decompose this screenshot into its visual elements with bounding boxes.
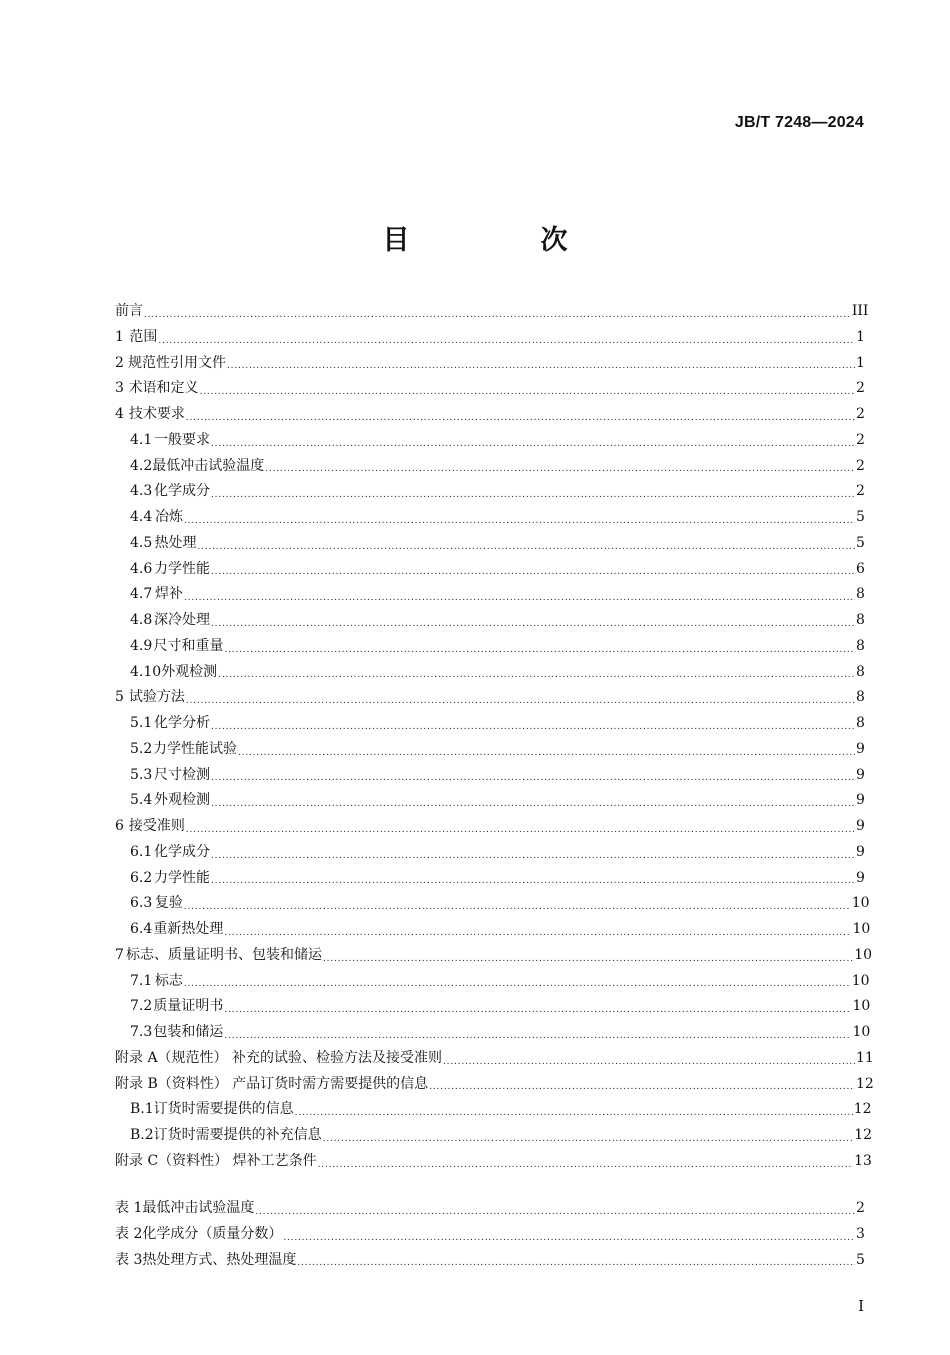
dot-leader [224,929,851,944]
toc-entry-page: 9 [856,869,865,886]
standard-code: JB/T 7248—2024 [734,114,864,131]
toc-entry-page: 5 [856,509,865,525]
toc-entry-number: 表 1 [115,1200,143,1216]
toc-entry-page: 10 [851,972,870,989]
toc-entry-page: 10 [852,998,871,1015]
toc-entry-page: 10 [852,1024,871,1040]
dot-leader [224,1006,851,1021]
toc-entry-page: 11 [856,1049,874,1066]
toc-entry[interactable] [115,944,873,970]
toc-entry-title: 技术要求 [128,406,185,422]
toc-entry-title: 标志、质量证明书、包装和储运 [125,946,322,963]
toc-entry-number: 4.9 [130,637,153,654]
toc-entry-page: 12 [853,1101,872,1118]
toc-entry[interactable] [115,764,864,790]
toc-entry-page: 10 [851,895,870,912]
toc-entry-number: 4 [115,406,124,422]
dot-leader [211,568,855,583]
toc-entry-page: 5 [856,534,865,551]
toc-entry-page: 2 [856,1200,865,1216]
dot-leader [224,646,855,661]
toc-entry-page: 8 [856,586,865,603]
toc-entry-title: 尺寸检测 [153,766,210,783]
toc-entry-title: 标志 [154,972,183,989]
toc-entry-number: 4.7 [130,586,153,603]
toc-entry[interactable] [115,300,869,326]
toc-entry-number: 4.1 [130,431,153,448]
toc-entry-page: 12 [856,1075,874,1092]
dot-leader [144,311,851,326]
toc-entry-number: 4.2 [130,457,153,474]
toc-entry-title: 复验 [154,895,183,912]
toc-entry[interactable] [115,1047,874,1073]
toc-entry-page: 13 [854,1152,872,1169]
toc-entry-number: 4.10 [130,663,162,680]
dot-leader [200,388,855,403]
toc-entry-title: 外观检测 [153,792,210,809]
toc-entry[interactable] [115,661,864,687]
dot-leader [211,723,855,738]
toc-entry-page: 6 [856,560,865,577]
dot-leader [323,1135,854,1150]
toc-entry-title: 力学性能试验 [152,740,237,757]
toc-entry-page: 9 [856,843,865,860]
toc-entry-number: 6.3 [130,895,153,912]
toc-entry-number: 4.5 [130,534,153,551]
toc-entry-number: 6 [115,818,124,834]
toc-entry-title: 范围 [129,328,158,345]
toc-entry[interactable] [115,506,864,532]
toc-entry-number: 6.1 [130,843,153,860]
dot-leader [211,852,855,867]
dot-leader [255,1208,855,1223]
toc-entry-page: 8 [856,663,865,680]
dot-leader [224,1032,851,1047]
toc-entry-number: 7.3 [130,1024,153,1040]
dot-leader [211,877,855,892]
toc-entry-title: 订货时需要提供的信息 [153,1101,294,1118]
toc-entry[interactable] [115,892,870,918]
toc-entry-title: 包装和储运 [153,1024,224,1040]
toc-entry[interactable] [115,609,864,635]
dot-leader [184,517,855,532]
toc-entry-number: 7.1 [130,972,153,989]
toc-entry-page: 2 [856,380,865,397]
toc-entry-number: 6.2 [130,869,153,886]
toc-entry[interactable] [115,480,864,506]
toc-entry[interactable] [115,1098,872,1124]
dot-leader [295,1109,853,1124]
toc-entry-page: 1 [856,328,865,345]
toc-entry-page: 10 [854,946,873,963]
toc-entry-number: 7 [115,946,124,963]
toc-entry[interactable] [115,815,864,841]
toc-entry-number: 6.4 [130,921,153,937]
toc-entry[interactable] [115,1124,873,1150]
toc-entry-number: 4.4 [130,509,153,525]
dot-leader [323,955,853,970]
toc-entry[interactable] [115,455,864,481]
list-of-tables [115,1197,864,1274]
toc-entry-title: 附录 A（规范性） 补充的试验、检验方法及接受准则 [115,1049,443,1066]
dot-leader [211,774,855,789]
dot-leader [211,800,855,815]
toc-entry-number: 4.3 [130,483,153,500]
toc-entry[interactable] [115,583,864,609]
toc-entry-title: 最低冲击试验温度 [152,457,265,474]
toc-entry-number: 3 [115,380,124,397]
toc-entry-number: 表 2 [115,1225,143,1242]
toc-entry-title: 化学成分（质量分数） [142,1225,283,1242]
toc-entry-title: 附录 B（资料性） 产品订货时需方需要提供的信息 [115,1075,429,1092]
toc-entry[interactable] [115,1249,864,1275]
dot-leader [443,1058,855,1073]
toc-entry-title: 试验方法 [128,689,185,706]
toc-entry-title: 重新热处理 [153,921,224,937]
toc-entry[interactable] [115,1073,874,1099]
toc-entry-page: 3 [856,1225,865,1242]
dot-leader [186,697,855,712]
toc-entry-title: 质量证明书 [153,998,224,1015]
toc-entry-page: 12 [854,1127,873,1143]
toc-entry[interactable] [115,918,871,944]
toc-entry-title: 化学成分 [153,483,210,500]
toc-entry-page: 5 [856,1251,865,1268]
dot-leader [238,749,855,764]
dot-leader [184,594,855,609]
toc-entry[interactable] [115,326,864,352]
dot-leader [186,414,855,429]
toc-entry[interactable] [115,789,864,815]
toc-entry-title: 外观检测 [161,663,218,680]
toc-entry[interactable] [115,1223,864,1249]
toc-entry-number: 2 [115,354,124,371]
page-number: I [858,1297,864,1315]
toc-entry[interactable] [115,841,864,867]
dot-leader [211,620,855,635]
toc-entry-title: 冶炼 [155,509,183,525]
dot-leader [218,671,855,686]
toc-entry-number: 5.1 [130,715,153,731]
toc-entry[interactable] [115,1197,864,1223]
toc-entry-title: 最低冲击试验温度 [142,1200,255,1216]
toc-entry-page: 8 [856,637,865,654]
toc-entry-number: 5 [115,689,124,706]
toc-entry[interactable] [115,558,864,584]
toc-entry-title: 热处理 [154,534,197,551]
dot-leader [318,1161,854,1176]
toc-entry-number: 7.2 [130,998,153,1015]
toc-entry-number: B.2 [130,1127,154,1143]
toc-entry-number: 4.6 [130,560,153,577]
toc-entry[interactable] [115,712,864,738]
dot-leader [227,362,855,377]
dot-leader [429,1083,855,1098]
toc-entry-page: 10 [852,921,871,937]
toc-entry-page: 9 [856,792,865,809]
toc-entry-number: 5.3 [130,766,153,783]
dot-leader [265,465,855,480]
toc-entry-title: 力学性能 [153,869,210,886]
toc-entry-number: 5.2 [130,740,153,757]
page-title: 目 次 [382,225,620,256]
toc-entry[interactable] [115,352,864,378]
toc-entry[interactable] [115,403,864,429]
table-of-contents [115,300,874,1176]
toc-entry-number: B.1 [130,1101,154,1118]
toc-entry-page: 1 [856,354,865,371]
toc-entry-title: 化学分析 [153,715,210,731]
toc-entry-title: 前言 [115,303,143,319]
toc-entry[interactable] [115,532,864,558]
dot-leader [184,903,851,918]
toc-entry[interactable] [115,970,870,996]
toc-entry-page: 2 [856,457,865,474]
toc-entry-number: 5.4 [130,792,153,809]
toc-entry-title: 力学性能 [153,560,210,577]
toc-entry[interactable] [115,867,864,893]
toc-entry-title: 焊补 [155,586,183,603]
toc-entry-title: 尺寸和重量 [153,637,224,654]
toc-entry-number: 1 [115,328,124,345]
dot-leader [158,337,855,352]
toc-entry[interactable] [115,686,864,712]
toc-entry-page: 8 [856,612,865,628]
toc-entry-page: 2 [856,483,865,500]
dot-leader [186,826,855,841]
toc-entry[interactable] [115,1150,872,1176]
toc-entry[interactable] [115,429,864,455]
toc-entry-page: 9 [856,766,865,783]
dot-leader [297,1259,855,1274]
dot-leader [211,440,855,455]
toc-entry[interactable] [115,635,864,661]
toc-entry-title: 规范性引用文件 [128,354,226,371]
toc-entry-title: 术语和定义 [128,380,199,397]
toc-entry-title: 附录 C（资料性） 焊补工艺条件 [115,1152,317,1169]
toc-entry-title: 订货时需要提供的补充信息 [153,1127,322,1143]
dot-leader [197,543,855,558]
toc-entry-title: 深冷处理 [153,612,210,628]
toc-entry-title: 一般要求 [153,431,210,448]
toc-entry[interactable] [115,995,871,1021]
toc-entry-page: 9 [856,818,865,834]
toc-entry-number: 表 3 [115,1251,143,1268]
dot-leader [211,491,855,506]
toc-entry[interactable] [115,1021,871,1047]
toc-entry-page: 8 [856,715,865,731]
toc-entry-title: 接受准则 [128,818,185,834]
toc-entry[interactable] [115,738,864,764]
toc-entry-page: 2 [856,406,865,422]
toc-entry-title: 化学成分 [153,843,210,860]
dot-leader [283,1234,855,1249]
toc-entry-title: 热处理方式、热处理温度 [142,1251,297,1268]
toc-entry-page: 2 [856,431,865,448]
toc-entry-page: III [851,303,869,319]
toc-entry-page: 8 [856,689,865,706]
toc-entry[interactable] [115,377,864,403]
toc-entry-number: 4.8 [130,612,153,628]
toc-entry-page: 9 [856,740,865,757]
dot-leader [184,980,851,995]
